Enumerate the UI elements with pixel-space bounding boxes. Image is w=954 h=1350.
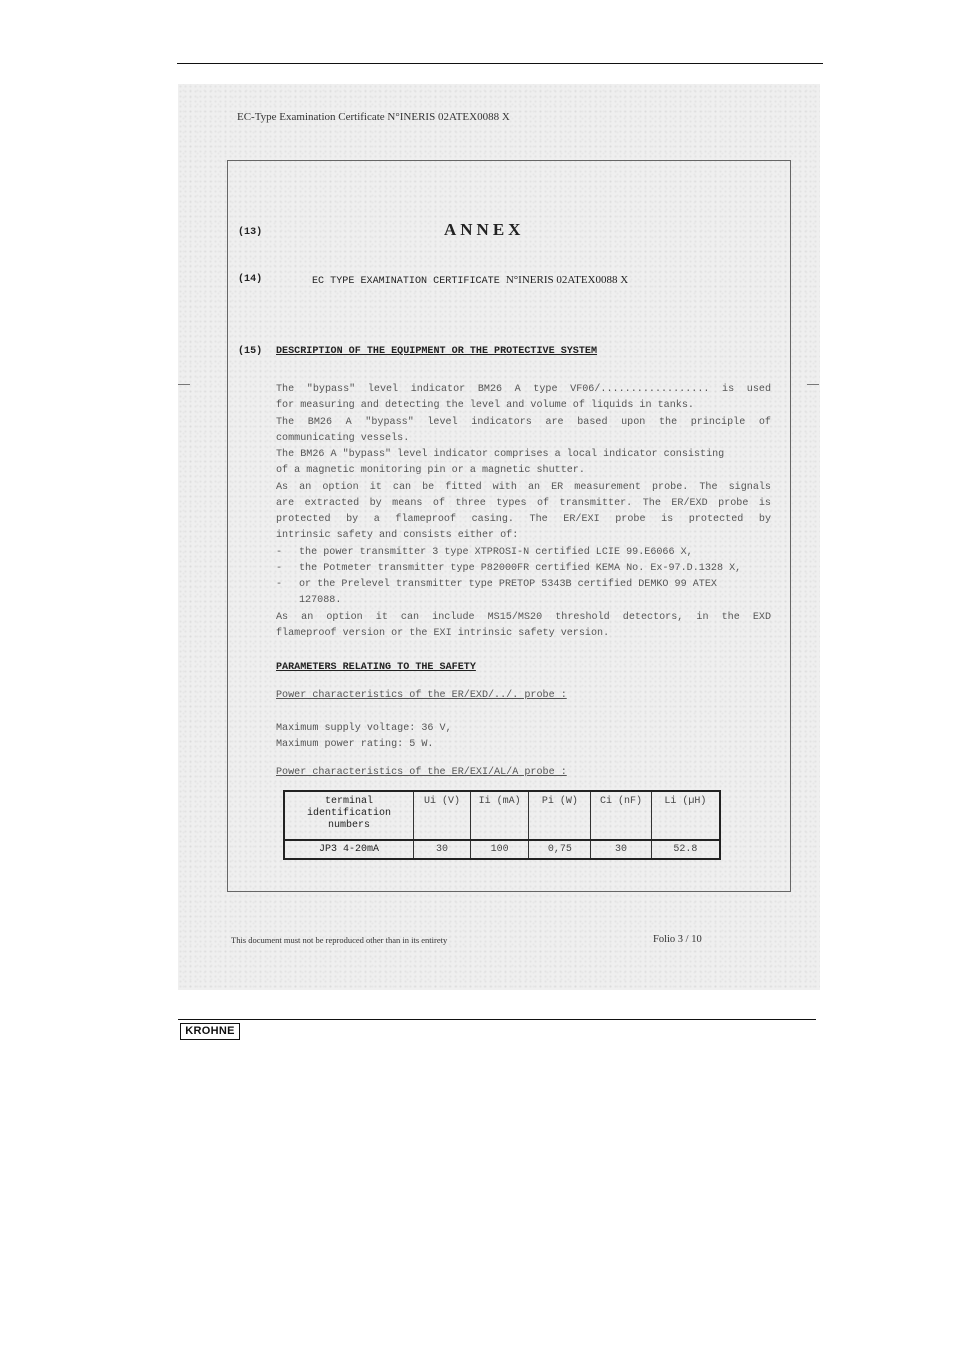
section-number-13: (13): [238, 227, 263, 238]
description-line: The BM26 A "bypass" level indicator comprises a local indicator consisting: [276, 449, 725, 461]
description-line: communicating vessels.: [276, 432, 410, 444]
table-header-li: Li (µH): [651, 791, 720, 840]
description-line: protected by a flameproof casing. The ER/EXI probe is protected by: [276, 514, 771, 526]
description-line: As an option it can include MS15/MS20 threshold detectors, in the EXD: [276, 611, 771, 623]
description-line: The BM26 A "bypass" level indicators are based upon the principle of: [276, 416, 771, 428]
table-header-terminal: [284, 791, 414, 840]
bottom-rule: [178, 1019, 816, 1020]
section-15-title: DESCRIPTION OF THE EQUIPMENT OR THE PROTECTIVE SYSTEM: [276, 346, 598, 357]
table-header-row: [284, 791, 720, 840]
description-line: intrinsic safety and consists either of:: [276, 530, 519, 542]
safety-parameters-table: [283, 790, 721, 860]
table-cell-ii: 100: [470, 840, 529, 859]
bullet-text: the Potmeter transmitter type P82000FR certified KEMA No. Ex-97.D.1328 X,: [299, 562, 742, 574]
safety-parameters-title: PARAMETERS RELATING TO THE SAFETY: [276, 662, 476, 673]
section-number-15: (15): [238, 346, 263, 357]
header-line: numbers: [328, 820, 371, 831]
description-line: As an option it can be fitted with an ER measurement probe. The signals: [276, 481, 771, 493]
certificate-type: EC TYPE EXAMINATION CERTIFICATE: [312, 276, 500, 287]
power-characteristics-exi: Power characteristics of the ER/EXI/AL/A probe :: [276, 767, 567, 778]
bullet-text: the power transmitter 3 type XTPROSI-N certified LCIE 99.E6066 X,: [299, 546, 693, 558]
description-line: are extracted by means of three types of transmitter. The ER/EXD probe is: [276, 497, 771, 509]
annex-title: ANNEX: [444, 220, 525, 239]
folio-number: Folio 3 / 10: [653, 934, 702, 945]
description-line: of a magnetic monitoring pin or a magnetic shutter.: [276, 465, 585, 477]
table-cell-ui: 30: [414, 840, 471, 859]
top-rule: [177, 63, 823, 64]
table-header-ui: Ui (V): [414, 791, 471, 840]
table-header-ii: Ii (mA): [470, 791, 529, 840]
margin-mark-left: [178, 384, 190, 385]
certificate-header: EC-Type Examination Certificate N°INERIS 02ATEX0088 X: [237, 111, 510, 123]
table-cell-ci: 30: [591, 840, 652, 859]
table-header-ci: Ci (nF): [591, 791, 652, 840]
description-line: The "bypass" level indicator BM26 A type VF06/.................. is used: [276, 384, 771, 395]
certificate-number: N°INERIS 02ATEX0088 X: [505, 274, 629, 286]
max-supply-voltage: Maximum supply voltage: 36 V,: [276, 723, 452, 734]
table-cell-pi: 0,75: [529, 840, 591, 859]
certificate-reference: [312, 274, 628, 287]
description-line: for measuring and detecting the level and volume of liquids in tanks.: [276, 400, 694, 412]
table-cell-terminal: JP3 4-20mA: [284, 840, 414, 859]
equipment-description: [276, 382, 771, 642]
description-line: flameproof version or the EXI intrinsic safety version.: [276, 627, 610, 639]
bullet-continuation: 127088.: [299, 595, 342, 607]
section-number-14: (14): [238, 274, 263, 285]
table-header-pi: Pi (W): [529, 791, 591, 840]
bullet-item: - the Potmeter transmitter type P82000FR certified KEMA No. Ex-97.D.1328 X,: [276, 561, 771, 577]
table-row: [284, 840, 720, 859]
bullet-item: - or the Prelevel transmitter type PRETOP 5343B certified DEMKO 99 ATEX: [276, 577, 771, 593]
reproduction-notice: This document must not be reproduced other than in its entirety: [231, 935, 448, 945]
header-line: identification: [307, 808, 392, 819]
power-characteristics-exd: Power characteristics of the ER/EXD/../. probe :: [276, 690, 567, 701]
margin-mark-right: [807, 384, 819, 385]
bullet-item: - the power transmitter 3 type XTPROSI-N certified LCIE 99.E6066 X,: [276, 545, 771, 561]
table-cell-li: 52.8: [651, 840, 720, 859]
header-line: terminal: [325, 796, 374, 807]
bullet-text: or the Prelevel transmitter type PRETOP 5343B certified DEMKO 99 ATEX: [299, 579, 717, 591]
max-power-rating: Maximum power rating: 5 W.: [276, 739, 434, 750]
krohne-logo: KROHNE: [180, 1023, 240, 1040]
